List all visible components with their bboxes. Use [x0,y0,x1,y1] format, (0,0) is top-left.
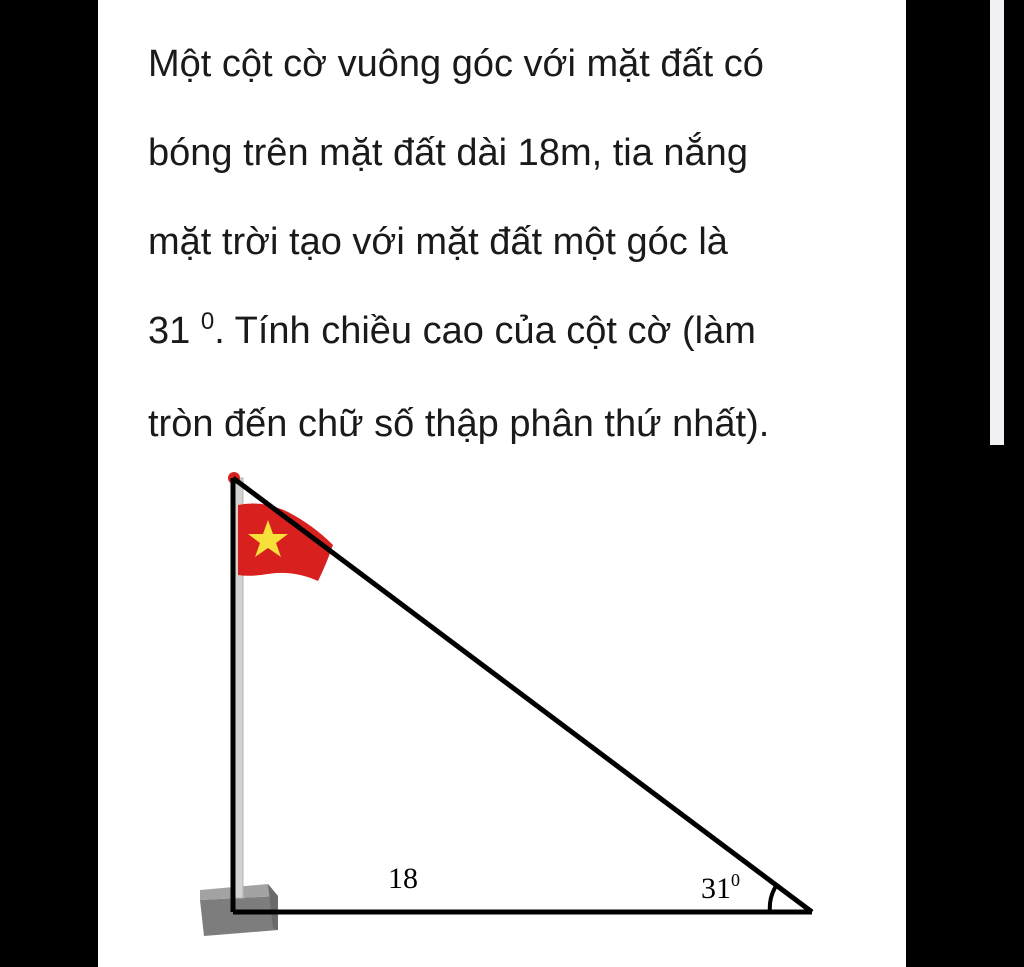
content-page [98,0,906,967]
triangle-hypotenuse [233,478,812,912]
problem-line-1: Một cột cờ vuông góc với mặt đất có [148,43,764,85]
problem-line-3: mặt trời tạo với mặt đất một góc là [148,221,728,263]
problem-line-2: bóng trên mặt đất dài 18m, tia nắng [148,132,748,174]
angle-arc [770,886,776,912]
problem-line-5: tròn đến chữ số thập phân thứ nhất). [148,403,770,445]
angle-value: 31 [148,310,191,352]
base-length-label: 18 [388,862,418,895]
problem-line-4-rest: . Tính chiều cao của cột cờ (làm [214,310,756,352]
scrollbar-track[interactable] [990,0,1004,445]
angle-label-degree: 0 [731,870,740,890]
flagpole-triangle-figure [98,0,906,967]
angle-label-value: 31 [701,872,731,905]
angle-label [701,870,740,905]
degree-symbol: 0 [200,308,215,335]
